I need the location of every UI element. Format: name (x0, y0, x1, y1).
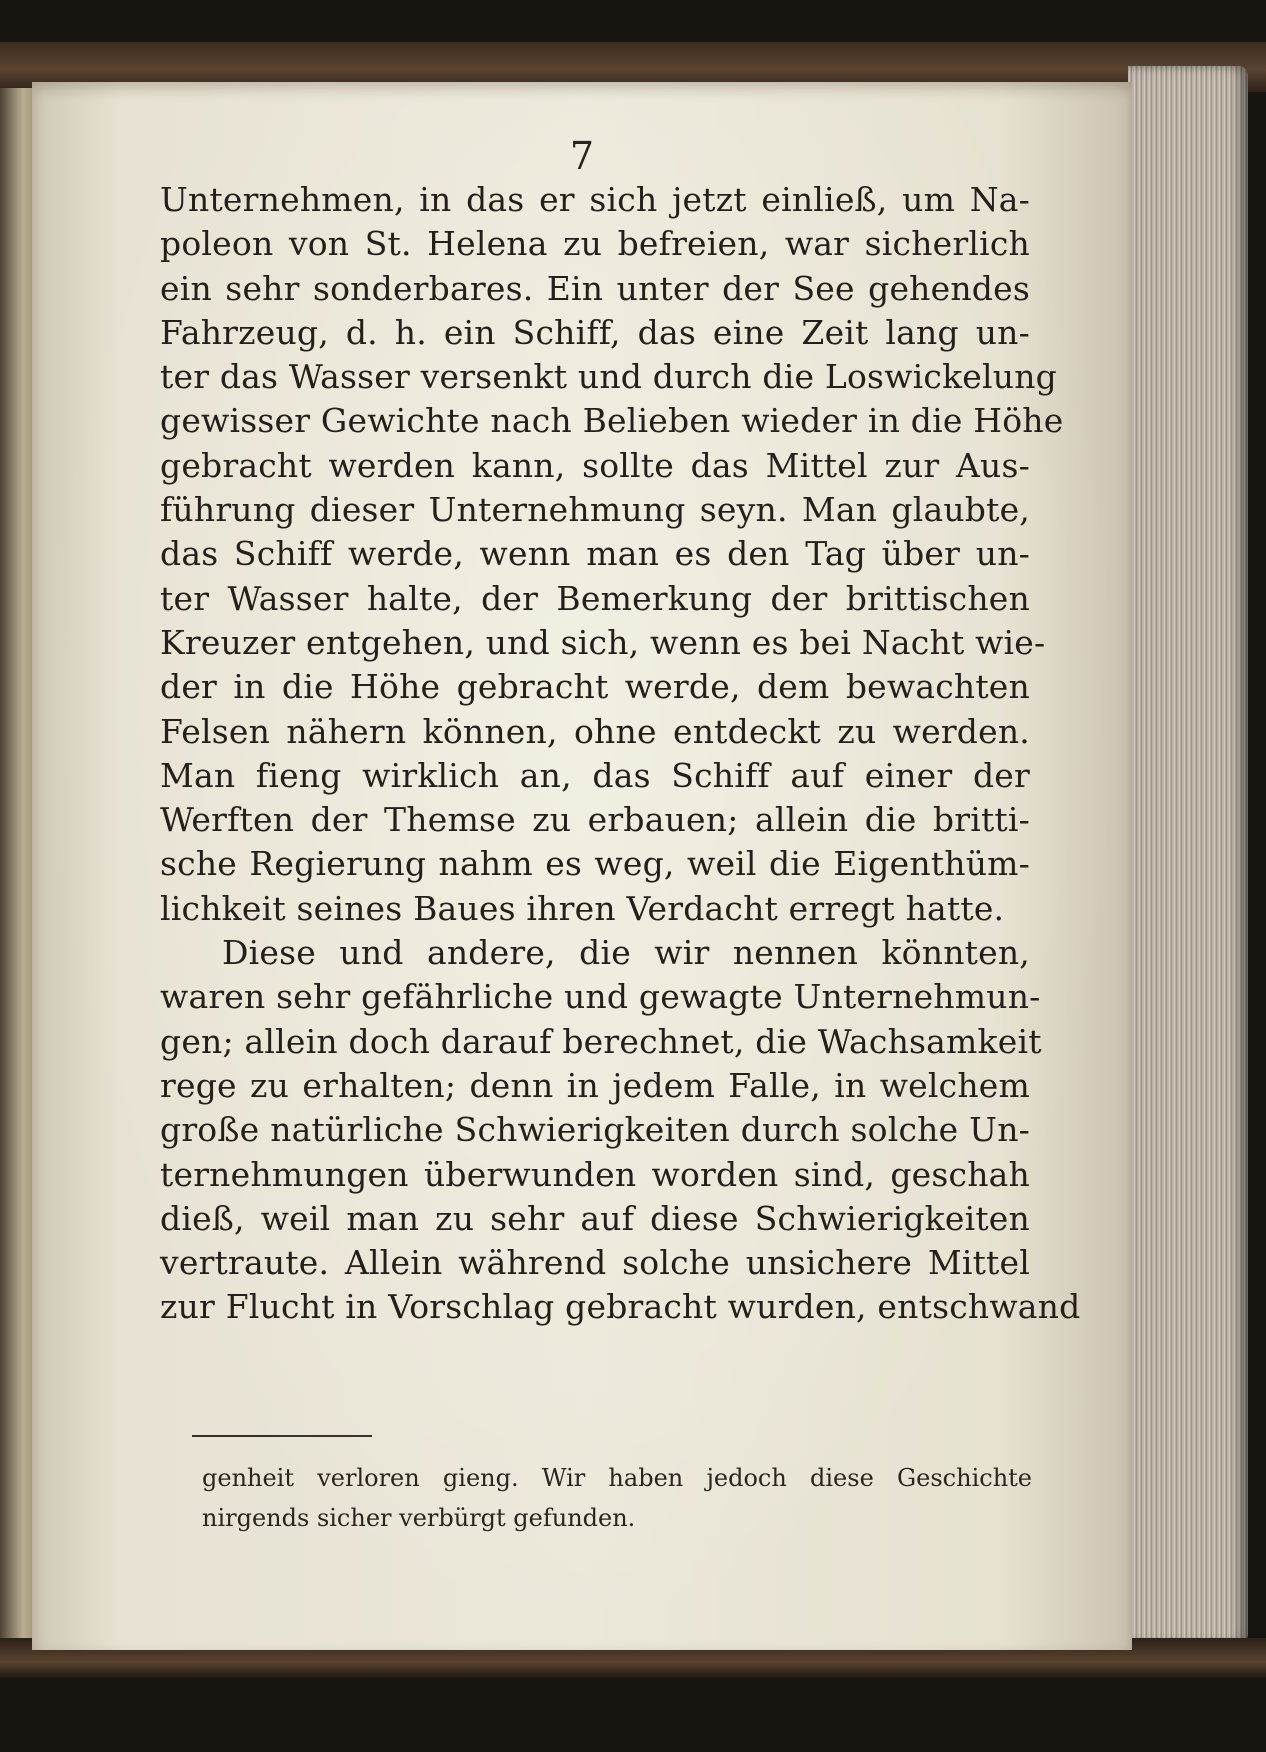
text-line: gewisser Gewichte nach Belieben wieder in die Höhe (160, 401, 1064, 441)
text-line: ein sehr sonderbares. Ein unter der See gehendes (160, 268, 1030, 308)
text-line: Man fieng wirklich an, das Schiff auf einer der (160, 755, 1030, 795)
text-line: das Schiff werde, wenn man es den Tag über un- (160, 534, 1030, 574)
footnote-divider (192, 1435, 372, 1437)
text-line: lichkeit seines Baues ihren Verdacht erregt hatte. (160, 888, 1005, 928)
footnote-line: nirgends sicher verbürgt gefunden. (202, 1504, 636, 1532)
body-text (160, 178, 1081, 1330)
text-line: ter Wasser halte, der Bemerkung der brittischen (160, 578, 1030, 618)
text-line: waren sehr gefährliche und gewagte Unternehmun- (160, 977, 1041, 1017)
text-line: gen; allein doch darauf berechnet, die Wachsamkeit (160, 1021, 1042, 1061)
page-number: 7 (569, 134, 595, 178)
text-line: Felsen nähern können, ohne entdeckt zu werden. (160, 711, 1030, 751)
paragraph-start-line: Diese und andere, die wir nennen könnten, (222, 933, 1030, 973)
text-line: dieß, weil man zu sehr auf diese Schwierigkeiten (160, 1198, 1030, 1238)
text-line: große natürliche Schwierigkeiten durch solche Un- (160, 1110, 1030, 1150)
text-line: der in die Höhe gebracht werde, dem bewachten (160, 667, 1030, 707)
text-line: vertraute. Allein während solche unsichere Mittel (160, 1243, 1030, 1283)
text-line: gebracht werden kann, sollte das Mittel zur Aus- (160, 445, 1030, 485)
text-line: ternehmungen überwunden worden sind, geschah (160, 1154, 1030, 1194)
text-line: poleon von St. Helena zu befreien, war sicherlich (160, 224, 1030, 264)
text-line: führung dieser Unternehmung seyn. Man glaubte, (160, 490, 1030, 530)
text-line: ter das Wasser versenkt und durch die Loswickelung (160, 357, 1057, 397)
page-block-edge (1128, 66, 1248, 1644)
footnote-line: genheit verloren gieng. Wir haben jedoch diese Geschichte (202, 1464, 1032, 1492)
text-line: Kreuzer entgehen, und sich, wenn es bei Nacht wie- (160, 622, 1046, 662)
text-line: Unternehmen, in das er sich jetzt einließ, um Na- (160, 180, 1030, 219)
text-line: sche Regierung nahm es weg, weil die Eigenthüm- (160, 844, 1030, 884)
text-line: rege zu erhalten; denn in jedem Falle, in welchem (160, 1065, 1030, 1105)
text-line: Fahrzeug, d. h. ein Schiff, das eine Zeit lang un- (160, 312, 1030, 352)
book-page (32, 82, 1132, 1650)
text-line: zur Flucht in Vorschlag gebracht wurden, entschwand (160, 1287, 1081, 1327)
footnote (202, 1458, 1032, 1538)
text-line: Werften der Themse zu erbauen; allein die britti- (160, 800, 1030, 840)
